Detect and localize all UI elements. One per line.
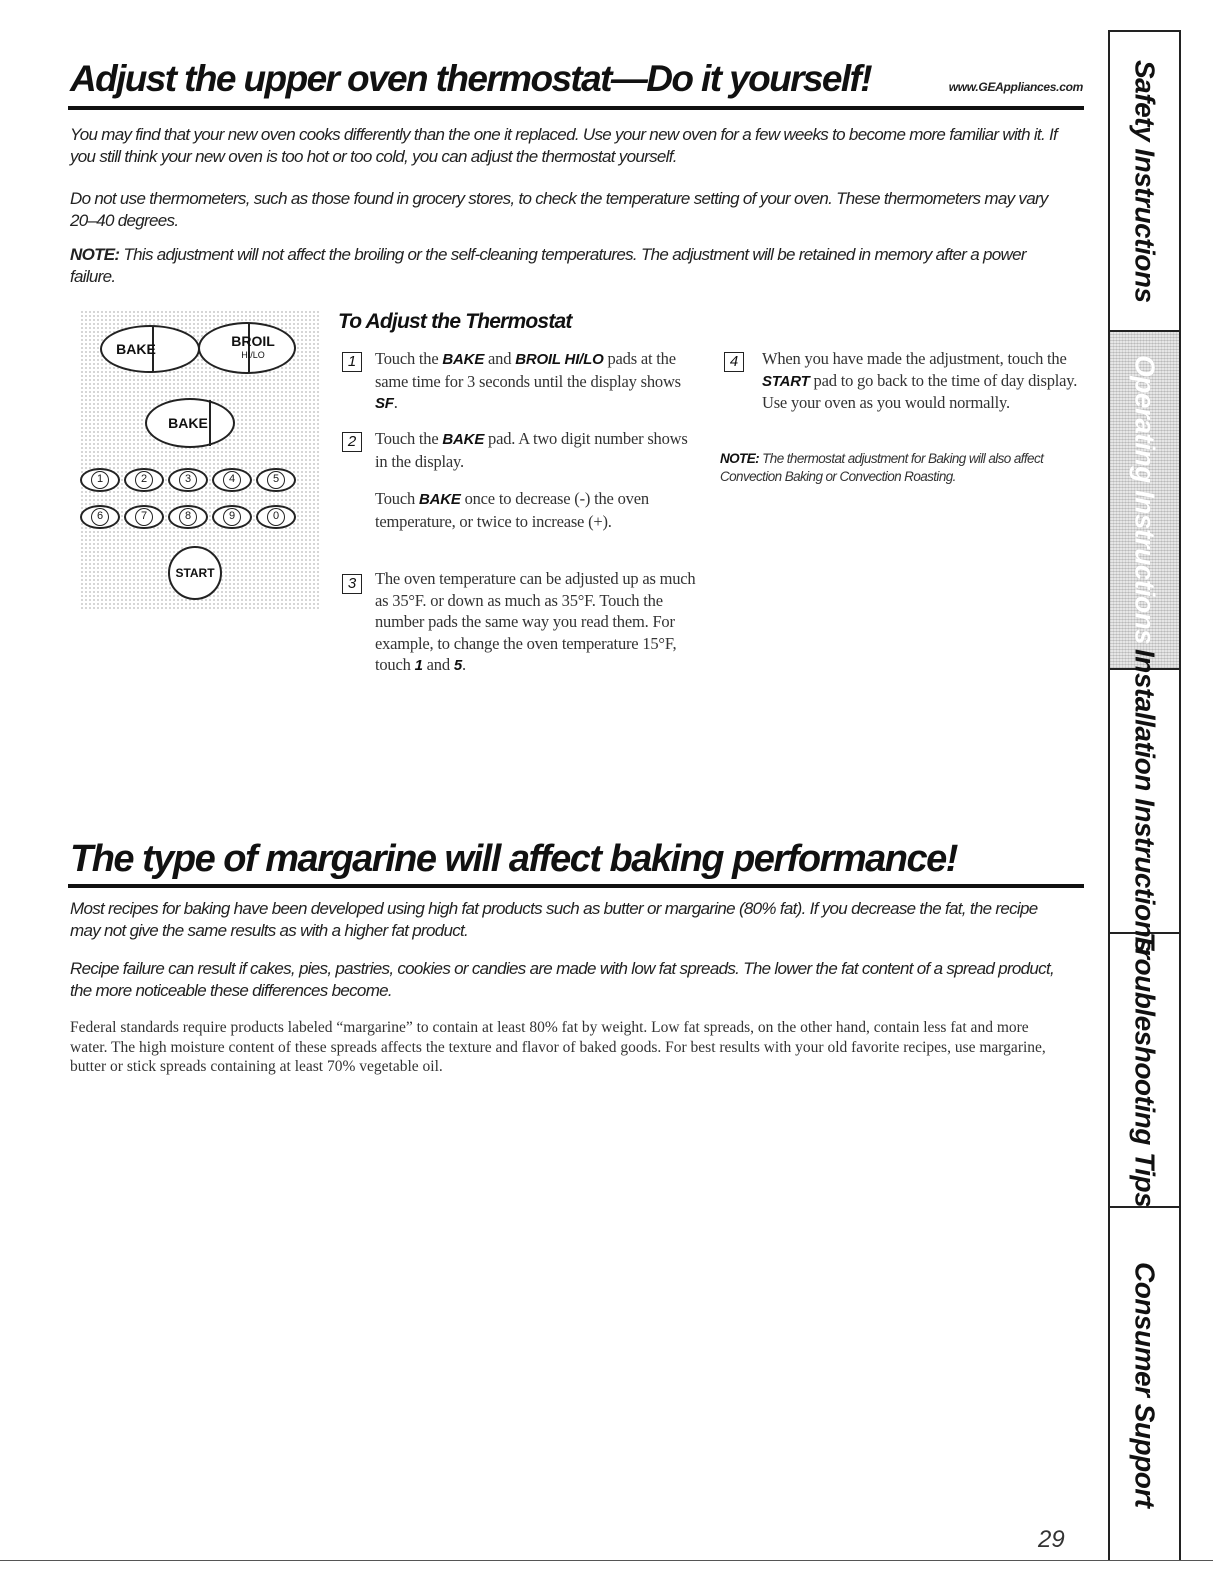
step-2-text: Touch the BAKE pad. A two digit number shows in the display. xyxy=(375,429,688,471)
broil-pad-illustration xyxy=(198,322,296,374)
bake-pad-illustration xyxy=(100,325,200,373)
start-pad-illustration xyxy=(168,546,222,600)
number-pad-4: 4 xyxy=(212,468,252,492)
tab-label: Operating Instructions xyxy=(1129,355,1161,645)
tab-label: Safety Instructions xyxy=(1129,59,1161,303)
page-title: Adjust the upper oven thermostat—Do it yourself! xyxy=(70,58,871,99)
bake-pad-label-2: BAKE xyxy=(168,415,208,431)
title-rule xyxy=(68,106,1084,110)
bake-pad-illustration-2 xyxy=(145,398,235,448)
hilo-label: HI/LO xyxy=(241,350,265,360)
bottom-rule xyxy=(0,1560,1213,1561)
tab-operating-instructions[interactable] xyxy=(1110,332,1179,670)
title-rule xyxy=(68,884,1084,888)
note-text: The thermostat adjustment for Baking will also affect Convection Baking or Convection Roasting. xyxy=(720,451,1044,484)
number-pad-9: 9 xyxy=(212,505,252,529)
number-pad-7: 7 xyxy=(124,505,164,529)
bake-pad-label: BAKE xyxy=(116,341,156,357)
margarine-paragraph-2: Recipe failure can result if cakes, pies, pastries, cookies or candies are made with low fat spreads. The lower the fat content of a spread product, the more noticeable these differences become. xyxy=(70,959,1055,1000)
pad-divider xyxy=(209,400,211,446)
number-pad-1: 1 xyxy=(80,468,120,492)
number-pad-5: 5 xyxy=(256,468,296,492)
number-pad-0: 0 xyxy=(256,505,296,529)
step-3-number: 3 xyxy=(342,574,362,594)
number-pad-3: 3 xyxy=(168,468,208,492)
thermometer-warning: Do not use thermometers, such as those found in grocery stores, to check the temperature setting of your oven. These thermometers may vary 20–40 degrees. xyxy=(70,189,1048,230)
note-label: NOTE: xyxy=(720,451,759,466)
note-label: NOTE: xyxy=(70,245,120,264)
thermostat-heading: To Adjust the Thermostat xyxy=(338,310,572,333)
margarine-paragraph-3: Federal standards require products labeled “margarine” to contain at least 80% fat by weight. Low fat spreads, on the other hand, contain less fat and more water. The high moisture content of these spreads affects the texture and flavor of baked goods. For best results with your old favorite recipes, use margarine, butter or stick spreads containing at least 70% vegetable oil. xyxy=(70,1019,1046,1075)
margarine-title: The type of margarine will affect baking performance! xyxy=(70,838,957,880)
keypad-illustration xyxy=(80,310,320,610)
page-number: 29 xyxy=(1038,1526,1065,1553)
step-2-extra: Touch BAKE once to decrease (-) the oven temperature, or twice to increase (+). xyxy=(375,489,649,531)
tab-label: Installation Instructions xyxy=(1129,649,1161,953)
tab-consumer-support[interactable] xyxy=(1110,1208,1179,1562)
tab-troubleshooting-tips[interactable] xyxy=(1110,934,1179,1208)
number-pad-8: 8 xyxy=(168,505,208,529)
broil-pad-label: BROIL xyxy=(231,333,275,349)
step-1-text: Touch the BAKE and BROIL HI/LO pads at the same time for 3 seconds until the display shows SF. xyxy=(375,349,681,412)
margarine-paragraph-1: Most recipes for baking have been developed using high fat products such as butter or margarine (80% fat). If you decrease the fat, the recipe may not give the same results as with a higher fat product. xyxy=(70,899,1038,940)
website-url[interactable]: www.GEAppliances.com xyxy=(948,80,1083,94)
step-4-number: 4 xyxy=(724,352,744,372)
tab-label: Consumer Support xyxy=(1129,1262,1161,1508)
step-1-number: 1 xyxy=(342,352,362,372)
start-pad-label: START xyxy=(175,566,215,580)
step-2-number: 2 xyxy=(342,432,362,452)
note-paragraph xyxy=(70,244,1070,288)
intro-paragraph: You may find that your new oven cooks differently than the one it replaced. Use your new oven for a few weeks to become more familiar with it. If you still think your new oven is too hot or too cold, you can adjust the thermostat yourself. xyxy=(70,125,1058,166)
number-pad-6: 6 xyxy=(80,505,120,529)
tab-safety-instructions[interactable] xyxy=(1110,32,1179,332)
note-text: This adjustment will not affect the broiling or the self-cleaning temperatures. The adjustment will be retained in memory after a power failure. xyxy=(70,245,1026,286)
tab-installation-instructions[interactable] xyxy=(1110,649,1179,953)
tab-label: Troubleshooting Tips xyxy=(1129,932,1161,1208)
step-3-text: The oven temperature can be adjusted up as much as 35°F. or down as much as 35°F. Touch the number pads the same way you read them. For example, to change the oven temperature 15°F, touch 1 and 5. xyxy=(375,569,696,674)
step-4-text: When you have made the adjustment, touch the START pad to go back to the time of day display. Use your oven as you would normally. xyxy=(762,349,1078,412)
thermostat-note xyxy=(720,450,1065,486)
section-tabs xyxy=(1108,30,1181,1560)
number-pad-2: 2 xyxy=(124,468,164,492)
